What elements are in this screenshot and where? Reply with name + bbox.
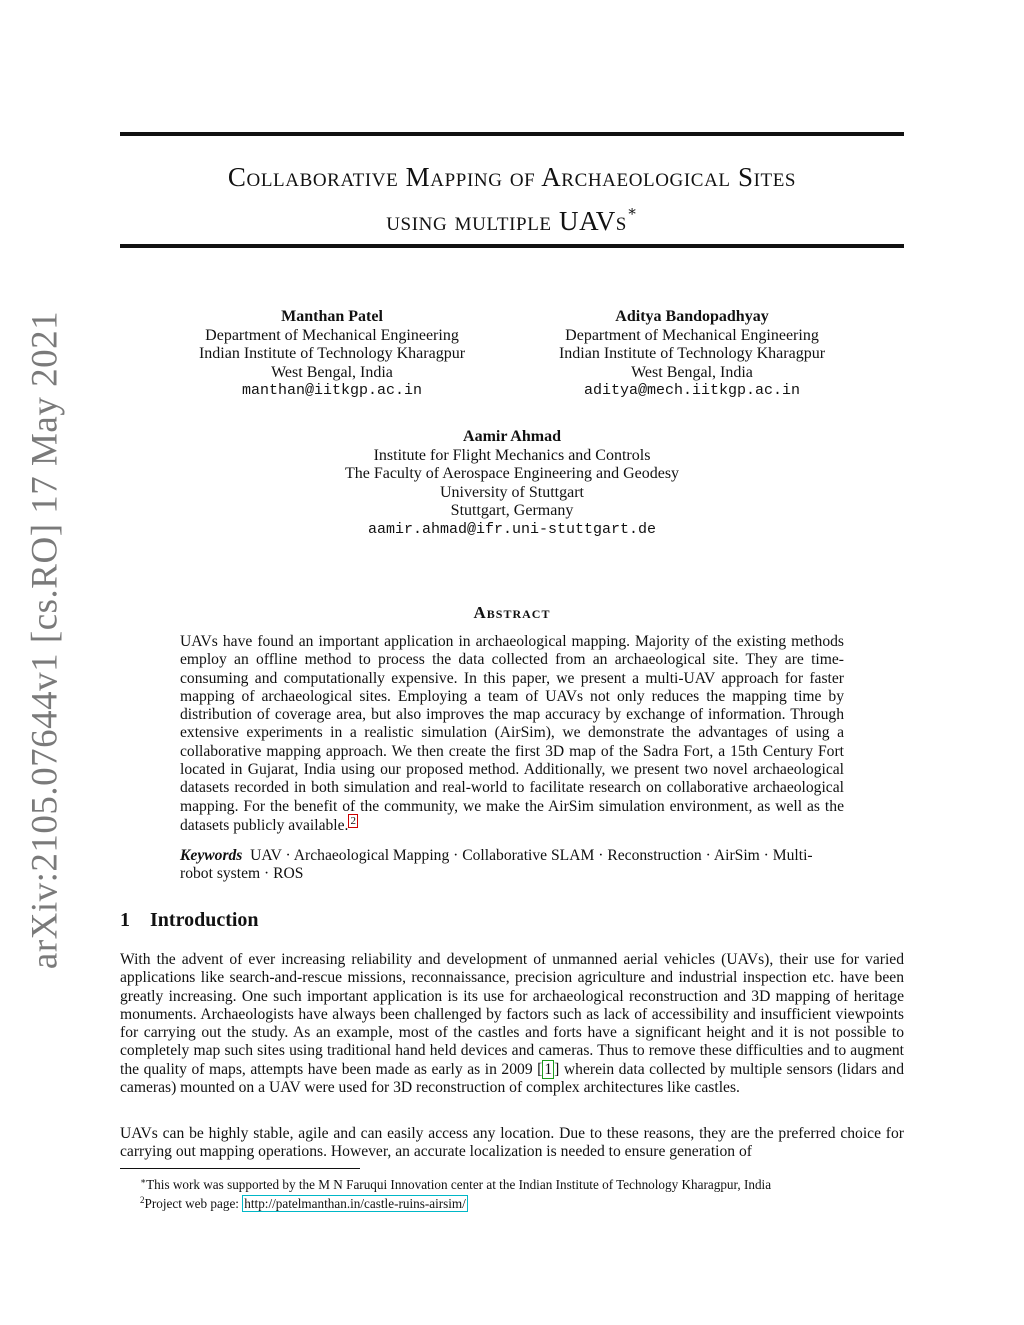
author-dept: Department of Mechanical Engineering xyxy=(205,326,459,344)
title-line-1: Collaborative Mapping of Archaeological Sites xyxy=(227,162,797,192)
title-bottom-rule xyxy=(120,244,904,248)
author-dept: Department of Mechanical Engineering xyxy=(565,326,819,344)
author-name: Aditya Bandopadhyay xyxy=(615,308,769,325)
arxiv-identifier: arXiv:2105.07644v1 [cs.RO] 17 May 2021 xyxy=(24,310,66,970)
intro-paragraph-1: With the advent of ever increasing reliability and development of unmanned aerial vehicles (UAVs), their use for varied applications like search-and-rescue missions, reconnaissance, precision agriculture and industrial inspection etc. have been greatly increasing. One such important application is its use for archaeological reconstruction and 3D mapping of heritage monuments. Archaeologists have always been challenged by factors such as lack of accessibility and insufficient viewpoints for carrying out the study. As an example, most of the castles and forts have a significant height and it is not possible to completely map such sites using traditional hand held devices and cameras. Thus to remove these difficulties and to augment the quality of maps, attempts have been made as early as in 2009 [ 1 ] wherein data collected by multiple sensors (lidars and cameras) mounted on a UAV were used for 3D reconstruction of complex architectures like castles. xyxy=(120,951,904,1097)
author-affiliation-1: Institute for Flight Mechanics and Controls xyxy=(373,446,651,464)
section-number: 1 xyxy=(120,909,130,931)
author-block-1 xyxy=(182,308,482,401)
author-location: West Bengal, India xyxy=(271,363,393,381)
author-block-2 xyxy=(542,308,842,401)
paper-title xyxy=(120,160,904,239)
project-web-link[interactable]: http://patelmanthan.in/castle-ruins-airsim/ xyxy=(244,1196,466,1211)
footnote-ref-2[interactable]: 2 xyxy=(350,814,356,827)
author-affiliation-2: The Faculty of Aerospace Engineering and Geodesy xyxy=(344,465,680,482)
title-line-2: using multiple UAVs∗ xyxy=(386,204,638,236)
footnote-2 xyxy=(140,1192,468,1212)
author-inst: Indian Institute of Technology Kharagpur xyxy=(558,345,826,362)
author-email[interactable]: aamir.ahmad@ifr.uni-stuttgart.de xyxy=(367,520,657,538)
author-name: Aamir Ahmad xyxy=(463,428,561,445)
author-location: West Bengal, India xyxy=(631,363,753,381)
footnote-text: Project web page: xyxy=(144,1196,243,1211)
keywords xyxy=(180,847,844,884)
footnote-mark: ∗ xyxy=(140,1176,147,1186)
author-email[interactable]: aditya@mech.iitkgp.ac.in xyxy=(583,382,801,399)
footnote-mark: 2 xyxy=(140,1195,145,1205)
intro-paragraph-2: UAVs can be highly stable, agile and can easily access any location. Due to these reasons, they are the preferred choice for carrying out mapping operations. However, an accurate localization is needed to ensure generation of xyxy=(120,1125,904,1161)
title-footnote-mark: ∗ xyxy=(626,204,638,220)
author-name: Manthan Patel xyxy=(281,308,383,325)
footnote-1 xyxy=(140,1173,771,1193)
citation-link[interactable]: 1 xyxy=(544,1060,553,1078)
abstract-body xyxy=(180,633,844,835)
section-heading xyxy=(120,909,259,932)
footnote-rule xyxy=(120,1168,360,1169)
footnote-text: This work was supported by the M N Faruqui Innovation center at the Indian Institute of Technology Kharagpur, India xyxy=(146,1177,772,1192)
author-inst: Indian Institute of Technology Kharagpur xyxy=(198,345,466,362)
author-email[interactable]: manthan@iitkgp.ac.in xyxy=(241,382,423,399)
keywords-label: Keywords xyxy=(180,847,243,864)
abstract-text: UAVs have found an important application in archaeological mapping. Majority of the existing methods employ an offline method to process the data collected from an archaeological site. They are time-consuming and computationally expensive. In this paper, we present a multi-UAV approach for faster mapping of archaeological sites. Employing a team of UAVs not only reduces the mapping time by distribution of coverage area, but also improves the map accuracy by exchange of information. Through extensive experiments in a realistic simulation (AirSim), we demonstrate the advantages of using a collaborative mapping approach. We then create the first 3D map of the Sadra Fort, a 15th Century Fort located in Gujarat, India using our proposed method. Additionally, we present two novel archaeological datasets recorded in both simulation and real-world to facilitate research on collaborative archaeological mapping. For the benefit of the community, we make the AirSim simulation environment, as well as the datasets publicly available. xyxy=(180,633,844,834)
author-block-3 xyxy=(312,428,712,539)
abstract-heading: Abstract xyxy=(473,603,551,622)
author-location: Stuttgart, Germany xyxy=(450,502,574,519)
section-title: Introduction xyxy=(150,909,259,931)
title-top-rule xyxy=(120,132,904,136)
keywords-list: UAV · Archaeological Mapping · Collaborative SLAM · Reconstruction · AirSim · Multi-robot system · ROS xyxy=(180,847,813,883)
author-affiliation-3: University of Stuttgart xyxy=(440,483,584,501)
